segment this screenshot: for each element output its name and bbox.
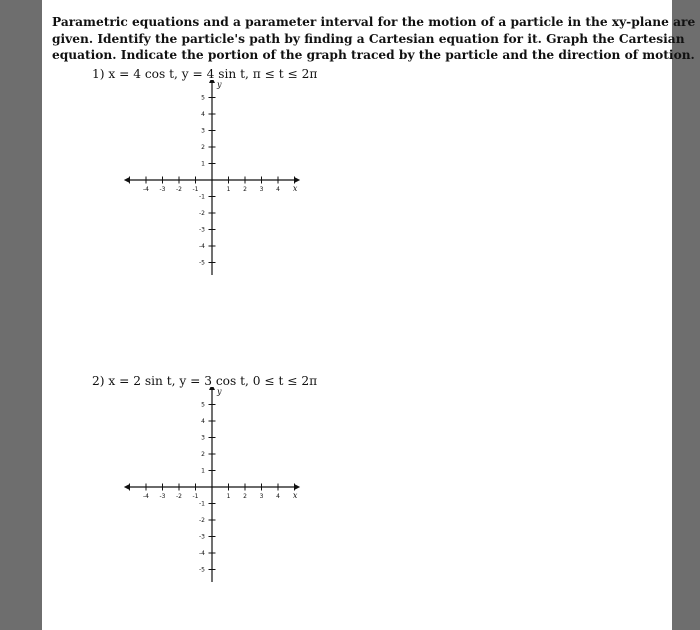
problem-2-graph	[92, 387, 312, 582]
y-axis-top-arrow	[209, 387, 215, 390]
worksheet-page	[42, 0, 696, 630]
y-tick-label: 4	[201, 111, 205, 118]
y-tick-label: 5	[201, 401, 205, 409]
x-tick-label: -4	[143, 493, 149, 500]
x-axis-left-arrow	[124, 177, 130, 183]
x-tick-label: 3	[259, 186, 264, 193]
x-tick-label: -2	[176, 186, 182, 193]
instructions-line-3: equation. Indicate the portion of the graph traced by the particle and the direction of motion.	[52, 48, 695, 62]
x-tick-label: -1	[192, 186, 199, 193]
x-axis-label: x	[292, 491, 298, 500]
y-tick-label: -4	[199, 550, 205, 557]
y-tick-label: 1	[201, 160, 205, 168]
instructions-line-2: given. Identify the particle's path by finding a Cartesian equation for it. Graph the Cartesian	[52, 31, 685, 46]
x-tick-label: -4	[143, 186, 149, 193]
y-tick-label: 2	[201, 451, 205, 458]
y-tick-label: -3	[199, 226, 205, 234]
x-tick-label: -1	[192, 493, 199, 500]
y-tick-label: -3	[199, 533, 205, 541]
y-tick-label: -5	[199, 259, 205, 267]
y-tick-label: -1	[199, 193, 205, 201]
y-tick-label: 1	[201, 467, 205, 475]
x-tick-label: 2	[243, 186, 247, 193]
y-axis-label: y	[217, 387, 222, 396]
x-tick-label: -2	[176, 493, 182, 500]
x-axis-label: x	[292, 184, 298, 193]
y-tick-label: -1	[199, 500, 205, 508]
y-axis-top-arrow	[209, 80, 215, 83]
x-tick-label: 4	[276, 493, 280, 500]
y-tick-label: -4	[199, 243, 205, 250]
x-tick-label: 3	[259, 493, 264, 500]
y-axis-label: y	[217, 80, 222, 89]
instructions-line-1: Parametric equations and a parameter interval for the motion of a particle in the xy-plane are	[52, 15, 696, 29]
x-tick-label: 1	[226, 186, 231, 193]
x-tick-label: -3	[159, 186, 166, 193]
problem-1-graph	[92, 80, 312, 275]
instructions	[52, 14, 696, 64]
x-axis-left-arrow	[124, 484, 130, 490]
y-tick-label: -2	[199, 210, 205, 217]
x-tick-label: 4	[276, 186, 280, 193]
x-axis-right-arrow	[294, 177, 300, 183]
y-tick-label: 4	[201, 418, 205, 425]
problem-1-equation: 1) x = 4 cos t, y = 4 sin t, π ≤ t ≤ 2π	[92, 67, 318, 81]
y-tick-label: 3	[201, 127, 205, 135]
y-tick-label: -5	[199, 566, 205, 574]
y-tick-label: 3	[201, 434, 205, 442]
x-tick-label: -3	[159, 493, 166, 500]
problem-2-equation: 2) x = 2 sin t, y = 3 cos t, 0 ≤ t ≤ 2π	[92, 374, 318, 388]
y-tick-label: 2	[201, 144, 205, 151]
y-tick-label: -2	[199, 517, 205, 524]
y-tick-label: 5	[201, 94, 205, 102]
x-axis-right-arrow	[294, 484, 300, 490]
x-tick-label: 2	[243, 493, 247, 500]
x-tick-label: 1	[226, 493, 231, 500]
